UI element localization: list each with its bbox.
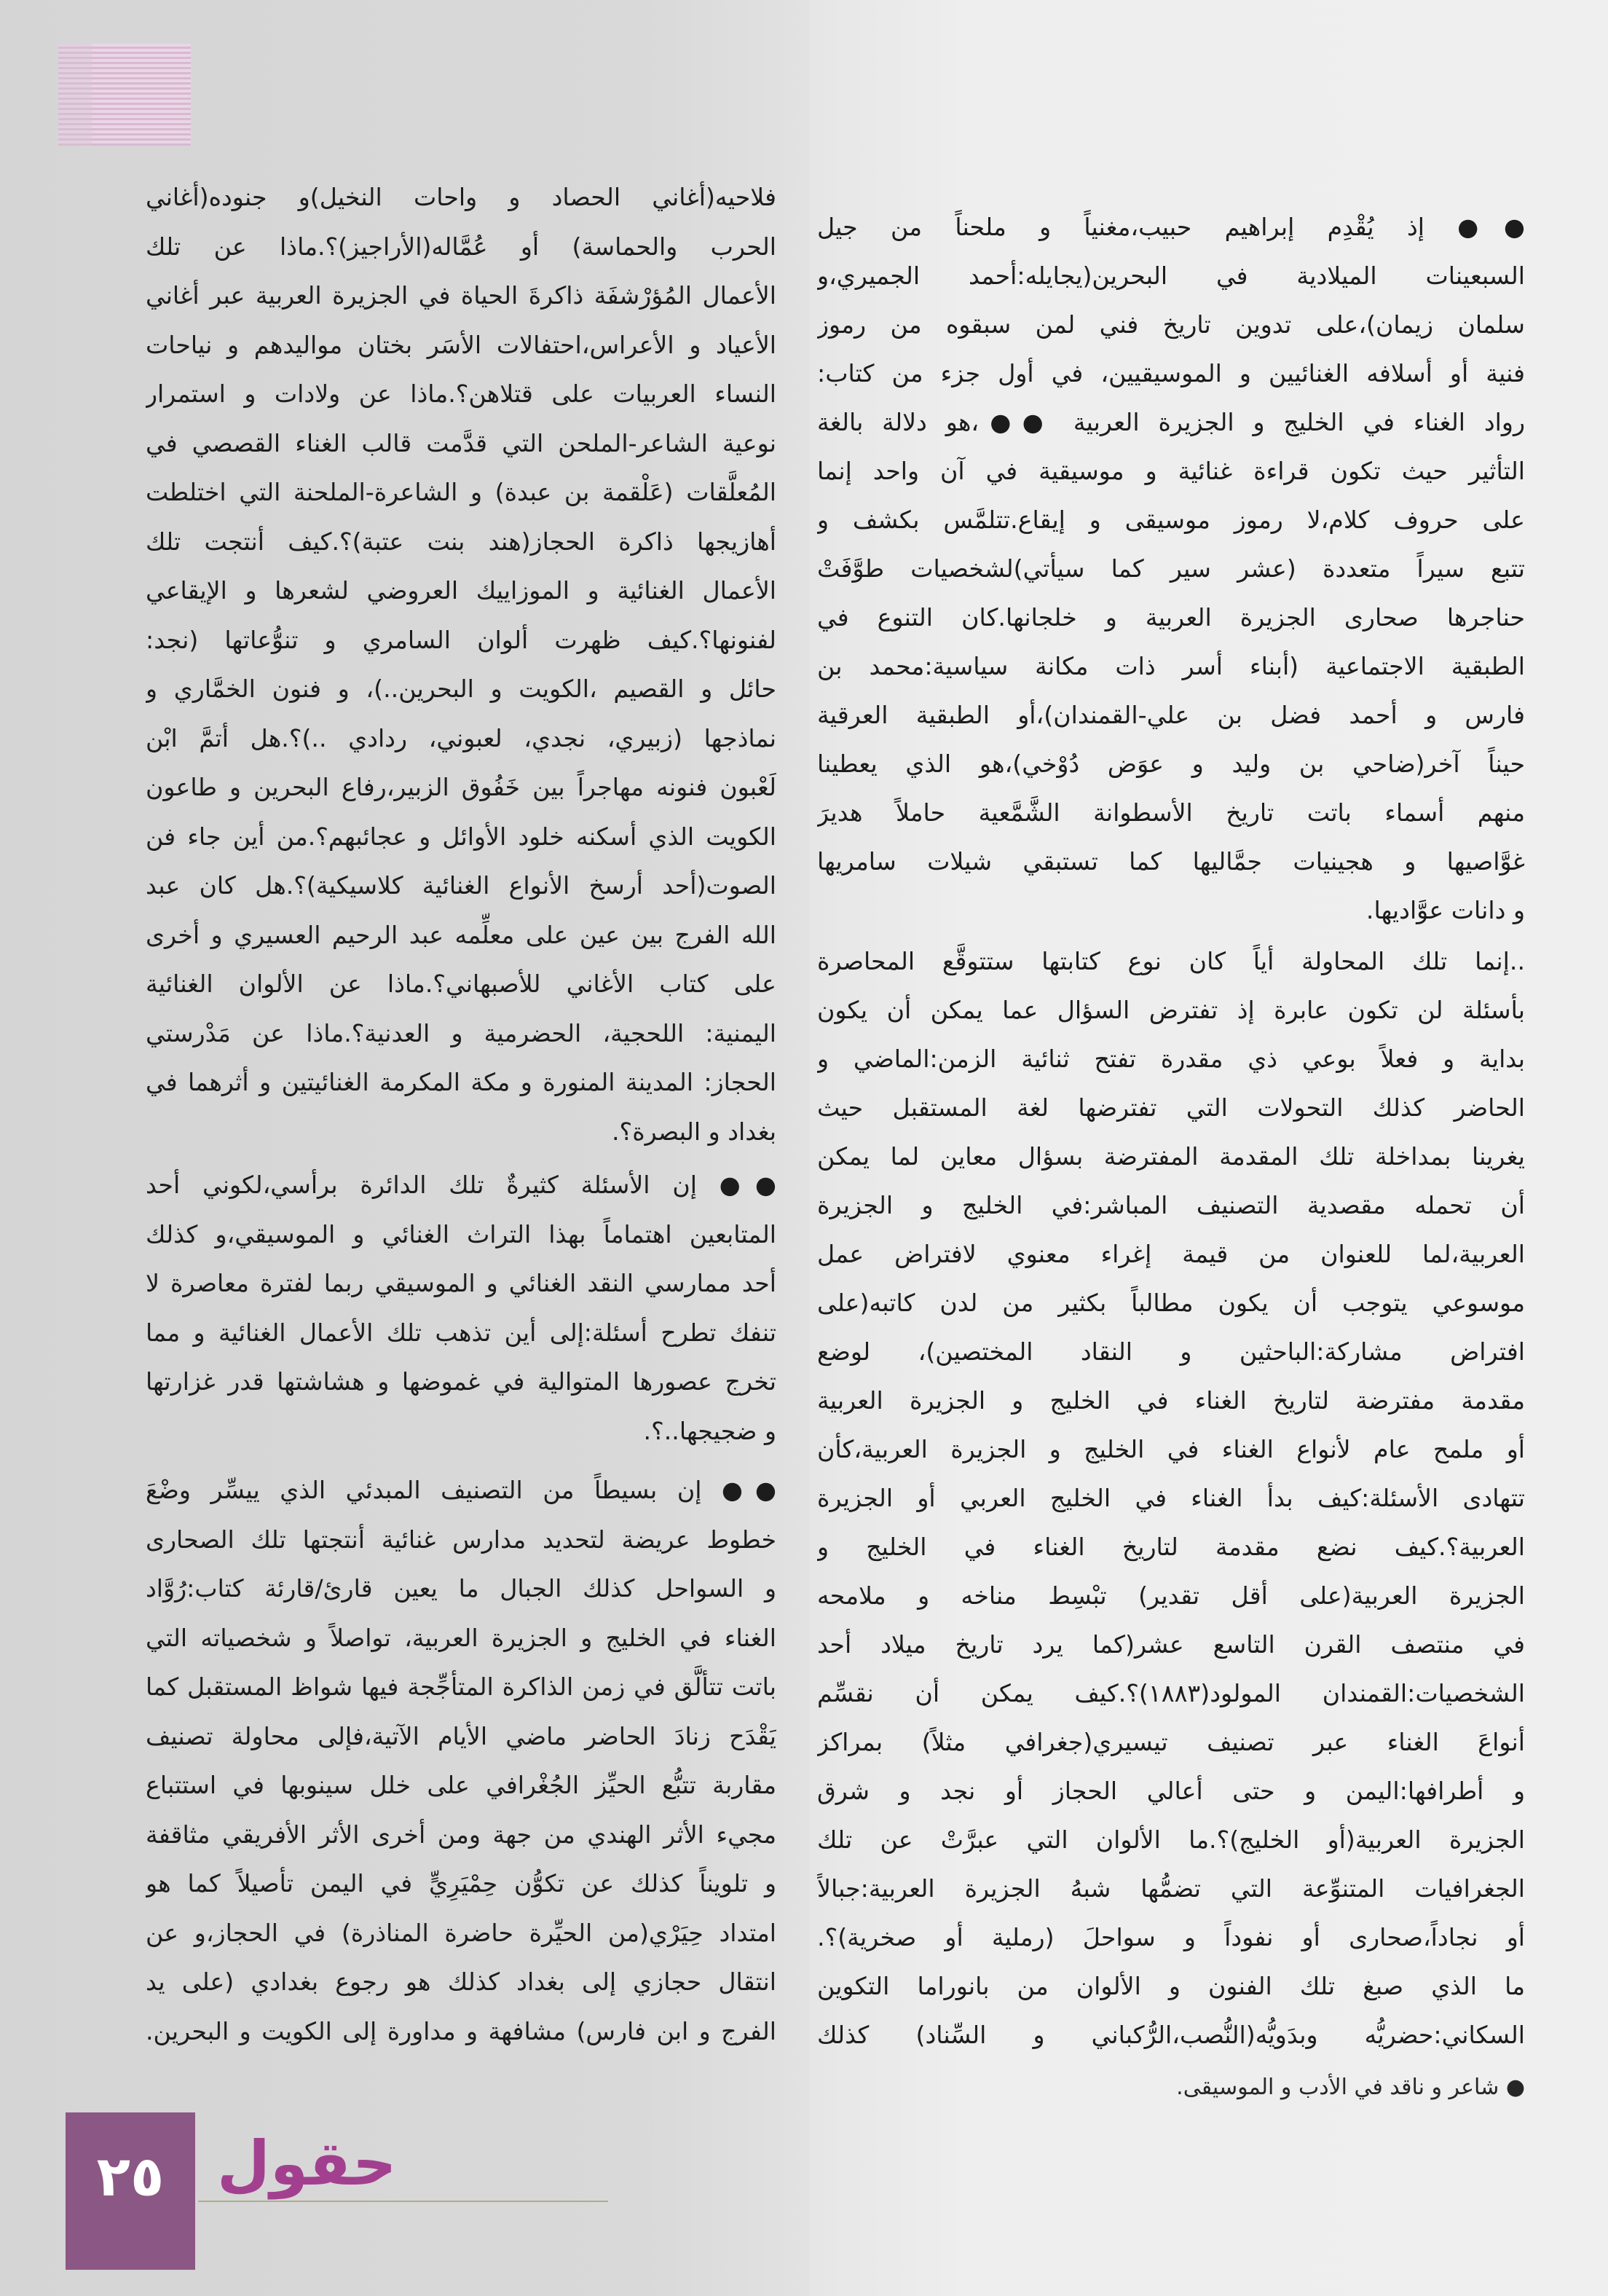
text-line: تخرج عصورها المتوالية في غموضها و هشاشتها قدر غزارتها [146,1367,776,1396]
text-line: باتت تتألَّق في زمن الذاكرة المتأجِّجة فيها شواظ المستقبل كما [146,1672,776,1701]
text-line: حناجرها صحارى الجزيرة العربية و خلجانها.كان التنوع في [817,603,1525,632]
text-line: الغناء في الخليج و الجزيرة العربية، تواصلاً و شخصياته التي [146,1623,776,1652]
footer-rule [198,2201,608,2202]
text-line: لفنونها؟.كيف ظهرت ألوان السامري و تنوُّعاتها (نجد: [146,625,776,654]
text-line: أو نجاداً،صحارى أو نفوداً و سواحلَ (رملية أو صخرية)؟. [817,1923,1525,1951]
text-line: سلمان زيمان)،على تدوين تاريخ فني لمن سبقوه من رموز [817,310,1525,339]
text-line: حائل و القصيم ،الكويت و البحرين..)، و فنون الخمَّاري و [146,675,776,703]
text-line: السبعينات الميلادية في البحرين(يجايله:أحمد الجميري،و [817,262,1525,290]
column-right [817,203,1525,2059]
text-line: بغداد و البصرة؟. [612,1117,776,1146]
text-line: الحرب والحماسة) أو عُمَّاله(الأراجيز)؟.ماذا عن تلك [146,232,776,261]
text-line: الحاضر كذلك التحولات التي تفترضها لغة المستقبل حيث [817,1093,1525,1122]
text-line: رواد الغناء في الخليج و الجزيرة العربية ●●،هو دلالة بالغة [817,408,1525,436]
magazine-logo: حقول [217,2128,397,2199]
text-line: أهازيجها ذاكرة الحجاز(هند بنت عتبة)؟.كيف أنتجت تلك [146,527,776,556]
text-line: نوعية الشاعر-الملحن التي قدَّمت قالب الغناء القصصي في [146,428,776,457]
text-line: فنية أو أسلافه الغنائيين و الموسيقيين، في أول جزء من كتاب: [817,359,1525,388]
text-line: ●● إن الأسئلة كثيرةٌ تلك الدائرة برأسي،لكوني أحد [146,1171,776,1199]
text-line: اليمنية: اللحجية، الحضرمية و العدنية؟.ماذا عن مَدْرستي [146,1018,776,1047]
page-number-box [66,2112,195,2270]
text-line: السكاني:حضريُّه وبدَويُّه(النُّصب،الرُّكباني و السِّناد) كذلك [817,2021,1525,2049]
text-line: و أطرافها:اليمن و حتى أعالي الحجاز أو نجد و شرق [817,1777,1525,1805]
text-line: و دانات عوَّاديها. [1365,896,1525,924]
text-line: أنواعَ الغناء عبر تصنيف تيسيري(جغرافي مثلاً) بمراكز [817,1728,1525,1756]
text-line: الأعياد و الأعراس،احتفالات الأسَر بختان مواليدهم و نياحات [146,330,776,359]
text-line: مجيء الأثر الهندي من جهة ومن أخرى الأثر الأفريقي مثاقفة [146,1820,776,1849]
text-line: أحد ممارسي النقد الغنائي و الموسيقي ربما لفترة معاصرة لا [146,1269,776,1297]
paragraph [146,1466,776,2056]
text-line: انتقال حجازي إلى بغداد كذلك هو رجوع بغدادي (على يد [146,1967,776,1996]
text-line: نماذجها (زبيري، نجدي، لعبوني، ردادي ..)؟.هل أتمَّ ابْن [146,723,776,752]
text-line: تتهادى الأسئلة:كيف بدأ الغناء في الخليج العربي أو الجزيرة [817,1484,1525,1512]
text-line: بأسئلة لن تكون عابرة إذ تفترض السؤال عما يمكن أن يكون [817,996,1525,1024]
text-line: افتراض مشاركة:الباحثين و النقاد المختصين)، لوضع [817,1337,1525,1366]
text-line: الكويت الذي أسكنه خلود الأوائل و عجائبهم؟.من أين جاء فن [146,822,776,851]
text-line: لَعْبون فنونه مهاجراً بين خَفُوق الزبير،رفاع البحرين و طاعون [146,773,776,801]
page-number: ٢٥ [96,2144,165,2209]
text-line: العربية؟.كيف نضع مقدمة لتاريخ الغناء في الخليج و [817,1533,1525,1561]
text-line: الجزيرة العربية(على أقل تقدير) تبْسِط مناخه و ملامحه [817,1581,1525,1610]
text-line: الشخصيات:القمندان المولود(١٨٨٣)؟.كيف يمكن أن نقسِّم [817,1679,1525,1707]
text-line: حيناً آخر(ضاحي بن وليد و عوَض دُوْخي)،هو الذي يعطينا [817,750,1525,778]
text-line: موسوعي يتوجب أن يكون مطالباً بكثير من لدن كاتبه(على [817,1289,1525,1317]
text-line: منهم أسماء باتت تاريخ الأسطوانة الشَّمَّعية حاملاً هديرَ [817,798,1525,827]
text-line: مقاربة تتبُّع الحيِّز الجُغْرافي على خلل سينوبها في استتباع [146,1771,776,1799]
text-line: الفرج و ابن فارس) مشافهة و مداورة إلى الكويت و البحرين. [146,2016,776,2045]
text-line: يَقْدَح زنادَ الحاضر ماضي الأيام الآتية،فإلى محاولة تصنيف [146,1721,776,1750]
text-line: و السواحل كذلك الجبال ما يعين قارئ/قارئة كتاب:رُوَّاد [146,1574,776,1603]
paragraph [146,173,776,1156]
text-line: فارس و أحمد فضل بن علي-القمندان)،أو الطبقية العرقية [817,701,1525,729]
column-left [146,173,776,2056]
text-line: الأعمال الغنائية و الموزاييك العروضي لشعرها و الإيقاعي [146,576,776,605]
paragraph [146,1160,776,1455]
text-line: المتابعين اهتماماً بهذا التراث الغنائي و الموسيقي،و كذلك [146,1219,776,1249]
text-line: العربية،لما للعنوان من قيمة إغراء معنوي لافتراض عمل [817,1240,1525,1268]
text-line: ..إنما تلك المحاولة أياً كان نوع كتابتها ستتوقَّع المحاصرة [817,947,1525,975]
text-line: غوَّاصيها و هجينيات جمَّاليها كما تستبقي شيلات سامريها [817,847,1525,876]
text-line: أو ملمح عام لأنواع الغناء في الخليج و الجزيرة العربية،كأن [817,1435,1525,1463]
text-line: ●● إذ يُقْدِم إبراهيم حبيب،مغنياً و ملحناً من جيل [817,213,1525,241]
text-line: مقدمة مفترضة لتاريخ الغناء في الخليج و الجزيرة العربية [817,1386,1525,1415]
text-line: الحجاز: المدينة المنورة و مكة المكرمة الغنائيتين و أثرهما في [146,1068,776,1096]
text-line: تنفك تطرح أسئلة:إلى أين تذهب تلك الأعمال الغنائية و مما [146,1318,776,1347]
text-line: الطبقية الاجتماعية (أبناء أسر ذات مكانة سياسية:محمد بن [817,652,1525,680]
text-line: تتبع سيراً متعددة (عشر سير كما سيأتي)لشخصيات طوَّفَتْ [817,554,1525,583]
author-footnote: ● شاعر و ناقد في الأدب و الموسيقى. [1176,2075,1525,2100]
text-line: أن تحمله مقصدية التصنيف المباشر:في الخليج و الجزيرة [817,1191,1525,1219]
text-line: فلاحيه(أغاني الحصاد و واحات النخيل)و جنوده(أغاني [146,183,776,211]
text-line: في منتصف القرن التاسع عشر(كما يرد تاريخ ميلاد أحد [817,1630,1525,1659]
text-line: الله الفرج بين عين على معلِّمه عبد الرحيم العسيري و أخرى [146,920,776,949]
text-line: على كتاب الأغاني للأصبهاني؟.ماذا عن الألوان الغنائية [146,970,776,998]
paragraph [817,937,1525,2059]
text-line: و تلويناً كذلك عن تكوُّن حِمْيَرِيٍّ في اليمن تأصيلاً كما هو [146,1869,776,1898]
text-line: ●● إن بسيطاً من التصنيف المبدئي الذي ييسِّر وضْعَ [146,1476,776,1504]
text-line: بداية و فعلاً بوعي ذي مقدرة تفتح ثنائية الزمن:الماضي و [817,1045,1525,1073]
text-line: خطوط عريضة لتحديد مدارس غنائية أنتجتها تلك الصحارى [146,1525,776,1554]
text-line: و ضجيجها..؟. [643,1416,776,1445]
text-line: ما الذي صبغ تلك الفنون و الألوان من بانوراما التكوين [817,1972,1525,2000]
text-line: يغرينا بمداخلة تلك المقدمة المفترضة بسؤال معاين لما يمكن [817,1142,1525,1171]
text-line: المُعلَّقات (عَلْقمة بن عبدة) و الشاعرة-الملحنة التي اختلطت [146,478,776,506]
text-line: امتداد حِيَرْي(من الحيِّرة حاضرة المناذرة) في الحجاز،و عن [146,1918,776,1947]
paragraph [817,203,1525,935]
text-line: التأثير حيث تكون قراءة غنائية و موسيقية في آن واحد إنما [817,457,1525,485]
text-line: الجغرافيات المتنوِّعة التي تضمُّها شبهُ الجزيرة العربية:جبالاً [817,1874,1525,1903]
text-line: على حروف كلام،لا رموز موسيقى و إيقاع.تتلمَّس بكشف و [817,506,1525,534]
text-line: النساء العربيات على قتلاهن؟.ماذا عن ولادات و استمرار [146,380,776,408]
text-line: الجزيرة العربية(أو الخليج)؟.ما الألوان التي عبرَّتْ عن تلك [817,1825,1525,1854]
text-line: الأعمال المُؤرْشفَة ذاكرةَ الحياة في الجزيرة العربية عبر أغاني [146,281,776,310]
text-line: الصوت(أحد أرسخ الأنواع الغنائية كلاسيكية)؟.هل كان عبد [146,871,776,900]
